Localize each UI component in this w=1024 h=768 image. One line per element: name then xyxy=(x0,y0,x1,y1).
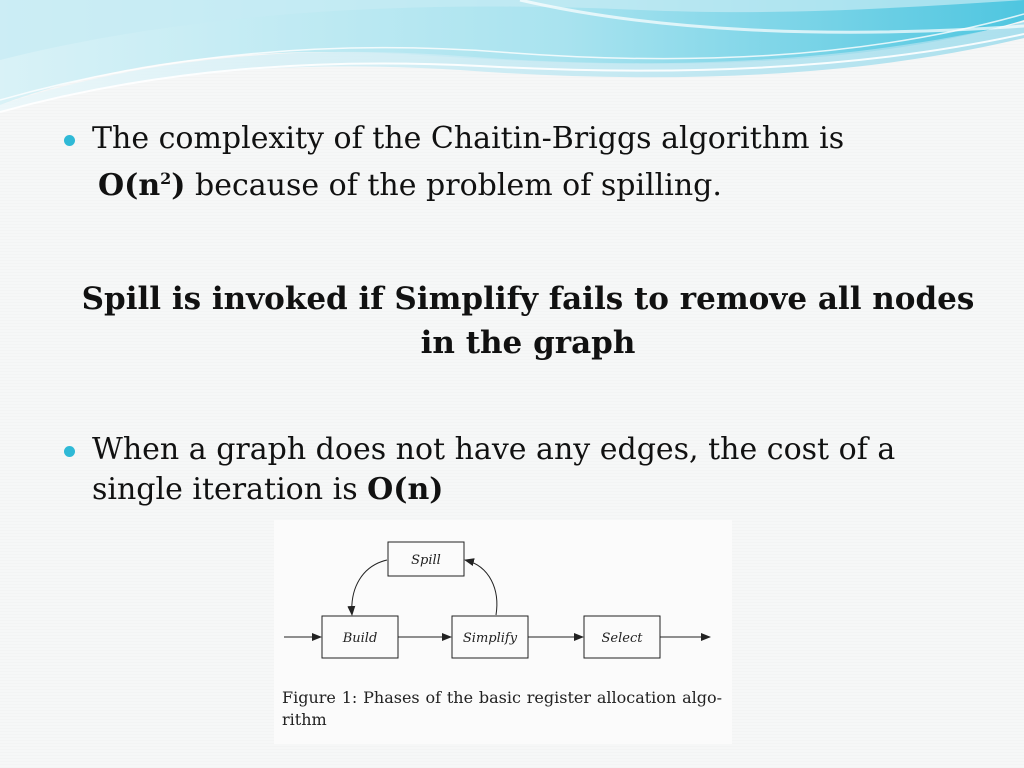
node-select-label: Select xyxy=(601,631,643,646)
node-spill-label: Spill xyxy=(411,553,441,568)
big-o-expression: O(n) xyxy=(367,472,444,507)
register-allocation-figure xyxy=(274,520,732,744)
node-simplify-label: Simplify xyxy=(462,631,518,646)
spill-note xyxy=(40,277,1016,365)
bullet-line: When a graph does not have any edges, the cost of a xyxy=(92,432,896,467)
bullet-iteration-cost xyxy=(64,430,964,510)
bullet-dot-icon xyxy=(64,135,75,146)
bullet-line: single iteration is O(n) xyxy=(92,472,444,507)
bullet-dot-icon xyxy=(64,446,75,457)
bullet-complexity xyxy=(64,119,964,206)
arrow-spill-to-build xyxy=(352,560,387,615)
big-o-expression: $O(n^2)$ xyxy=(98,168,186,203)
figure-caption: Figure 1: Phases of the basic register allocation algo-rithm xyxy=(282,688,722,729)
bullet-text xyxy=(92,430,964,510)
spill-note-line: in the graph xyxy=(420,325,636,361)
node-build-label: Build xyxy=(342,631,378,646)
bullet-line: $O(n^2)$ because of the problem of spilling. xyxy=(98,168,722,203)
spill-note-line: Spill is invoked if Simplify fails to remove all nodes xyxy=(81,281,975,317)
bullet-text xyxy=(92,119,964,206)
phase-diagram xyxy=(274,520,732,690)
bullet-line: The complexity of the Chaitin-Briggs algorithm is xyxy=(92,121,845,156)
arrow-simplify-to-spill xyxy=(465,560,497,615)
wave-header-decoration xyxy=(0,0,1024,120)
